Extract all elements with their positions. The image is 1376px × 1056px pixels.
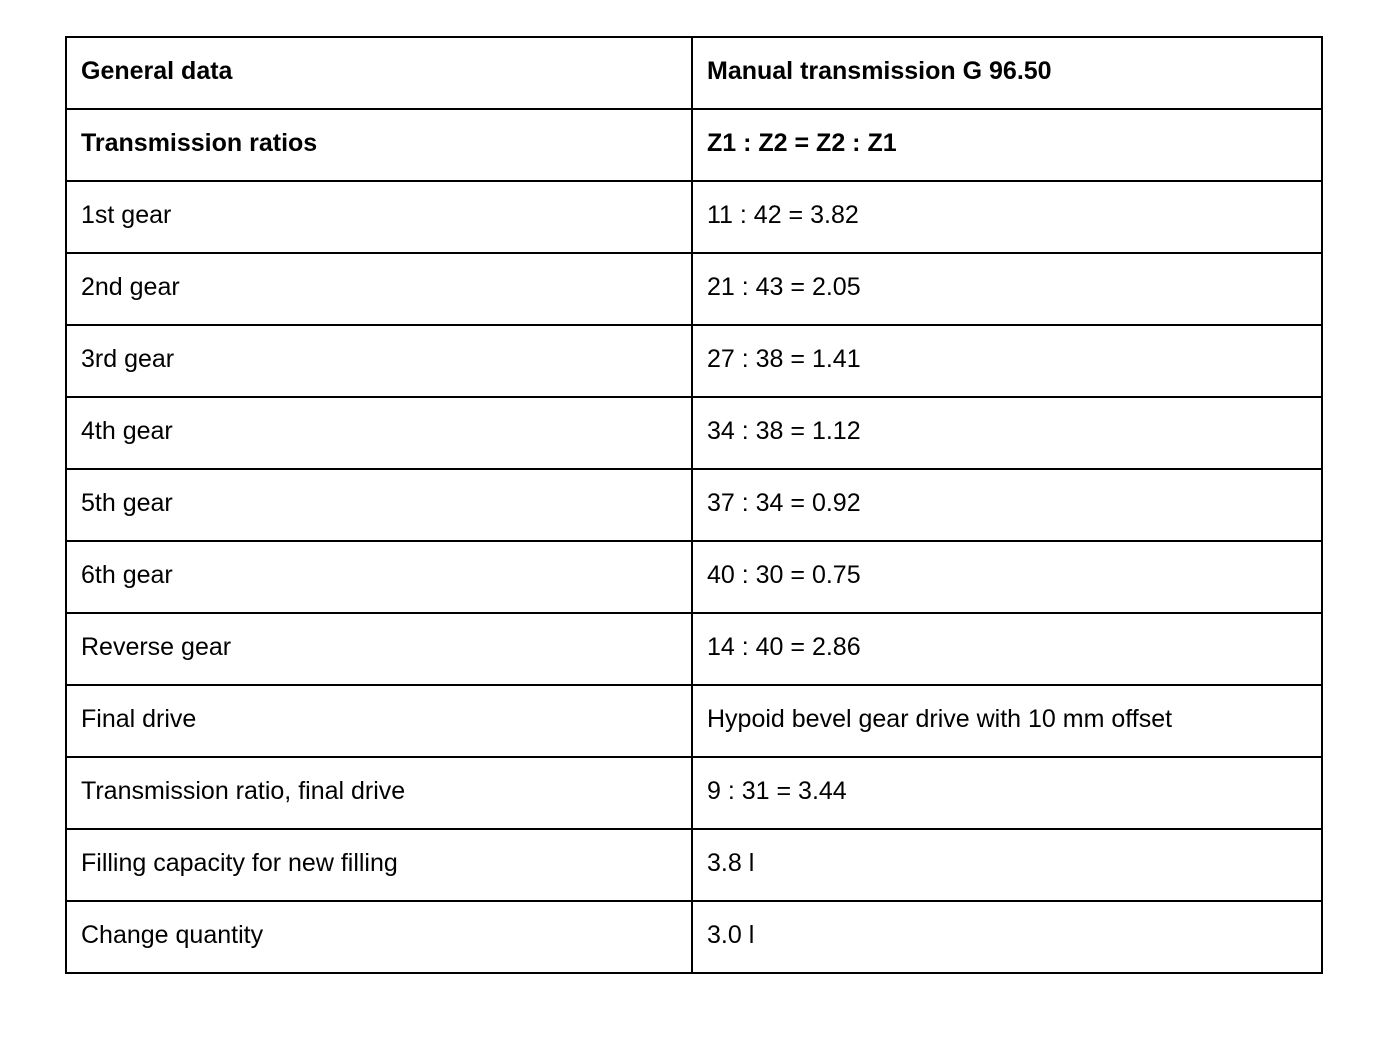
table-cell-value: Z1 : Z2 = Z2 : Z1 <box>692 109 1322 181</box>
table-cell-value: 40 : 30 = 0.75 <box>692 541 1322 613</box>
table-row <box>66 325 1322 397</box>
table-header-row <box>66 37 1322 109</box>
table-cell-label: Filling capacity for new filling <box>66 829 692 901</box>
table-row <box>66 613 1322 685</box>
table-cell-label: 1st gear <box>66 181 692 253</box>
table-cell-label: 2nd gear <box>66 253 692 325</box>
table-row <box>66 253 1322 325</box>
table-cell-label: 4th gear <box>66 397 692 469</box>
table-row <box>66 397 1322 469</box>
table-row <box>66 541 1322 613</box>
table-cell-value: 37 : 34 = 0.92 <box>692 469 1322 541</box>
table-cell-label: Change quantity <box>66 901 692 973</box>
table-header-row <box>66 109 1322 181</box>
table-cell-value: Manual transmission G 96.50 <box>692 37 1322 109</box>
table-cell-value: 9 : 31 = 3.44 <box>692 757 1322 829</box>
table-cell-value: 3.8 l <box>692 829 1322 901</box>
table-cell-value: 14 : 40 = 2.86 <box>692 613 1322 685</box>
table-cell-value: 34 : 38 = 1.12 <box>692 397 1322 469</box>
table-cell-label: 6th gear <box>66 541 692 613</box>
table-row <box>66 181 1322 253</box>
table-cell-value: 11 : 42 = 3.82 <box>692 181 1322 253</box>
table-row <box>66 829 1322 901</box>
table-cell-label: 5th gear <box>66 469 692 541</box>
table-cell-label: Transmission ratio, final drive <box>66 757 692 829</box>
table-cell-value: 21 : 43 = 2.05 <box>692 253 1322 325</box>
table-row <box>66 685 1322 757</box>
table-cell-value: 27 : 38 = 1.41 <box>692 325 1322 397</box>
table-cell-value: Hypoid bevel gear drive with 10 mm offset <box>692 685 1322 757</box>
table-cell-label: Reverse gear <box>66 613 692 685</box>
transmission-spec-table <box>65 36 1323 974</box>
table-row <box>66 901 1322 973</box>
table-cell-label: General data <box>66 37 692 109</box>
table-cell-label: Final drive <box>66 685 692 757</box>
table-cell-value: 3.0 l <box>692 901 1322 973</box>
table-row <box>66 469 1322 541</box>
table-cell-label: 3rd gear <box>66 325 692 397</box>
table-row <box>66 757 1322 829</box>
table-cell-label: Transmission ratios <box>66 109 692 181</box>
